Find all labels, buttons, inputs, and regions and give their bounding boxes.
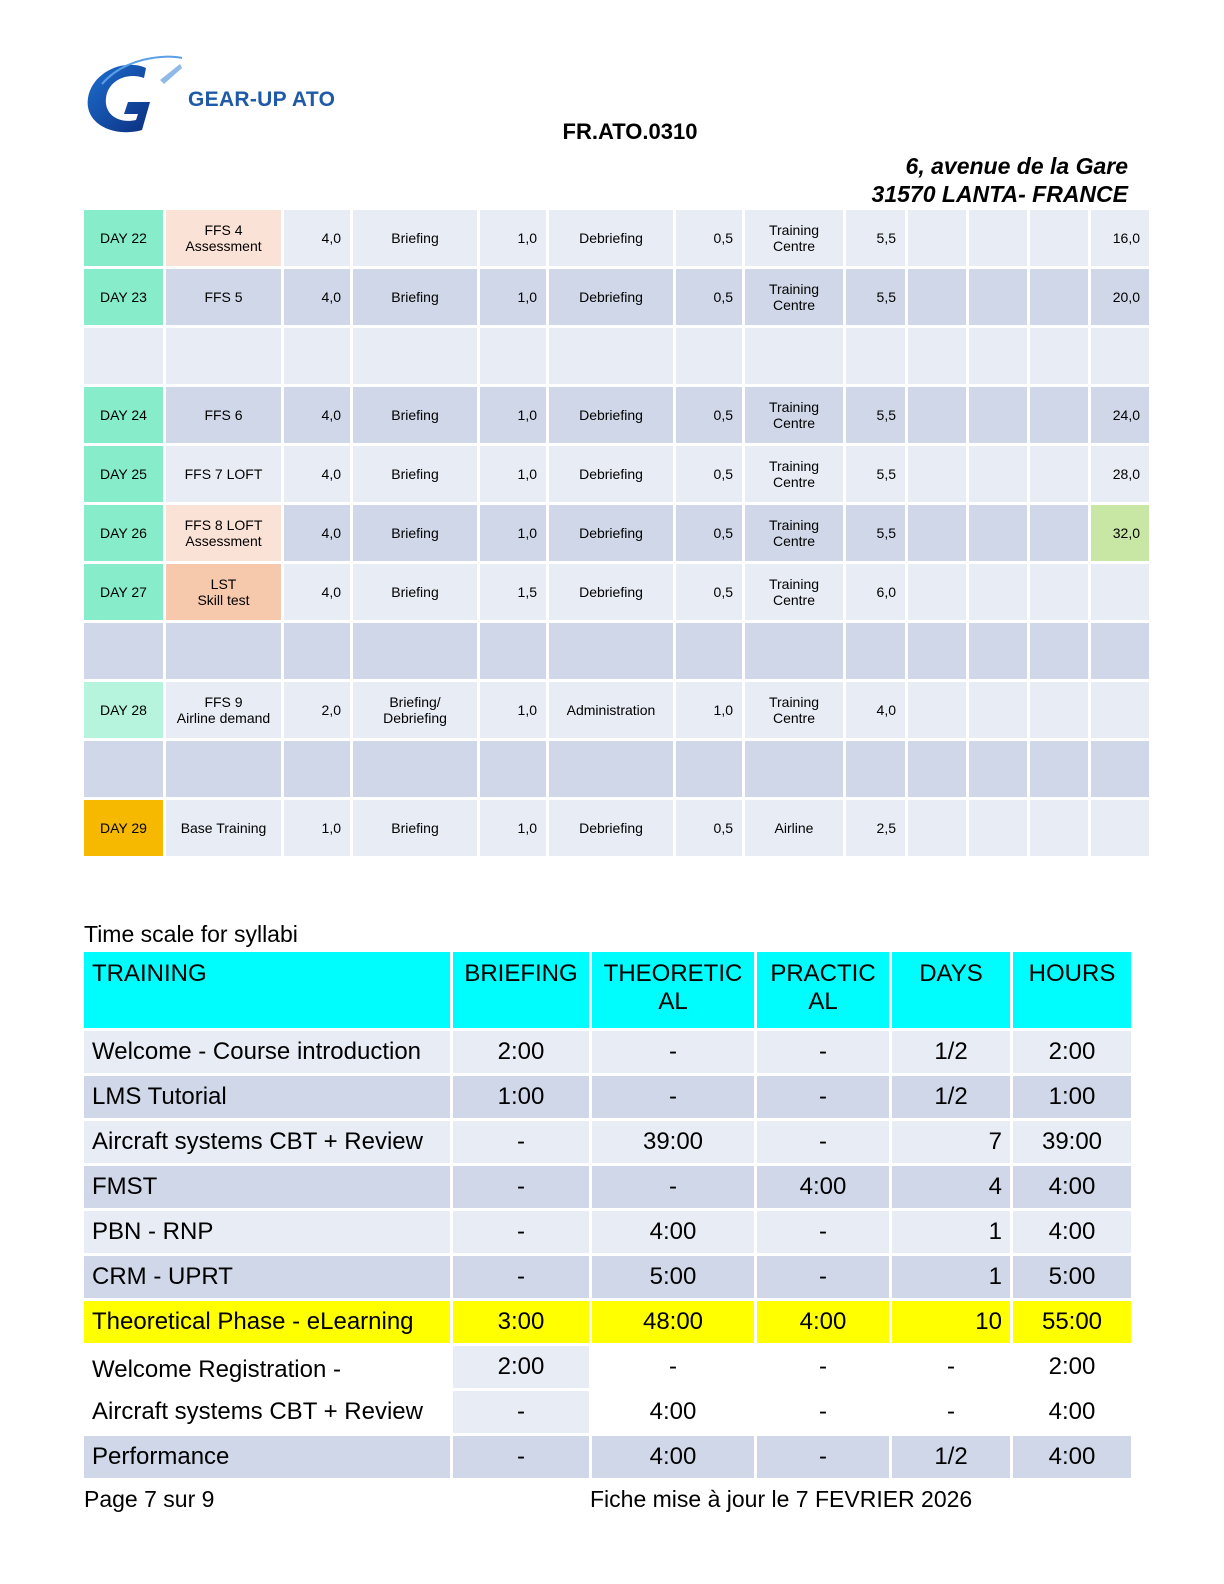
hours-cell: 1,5 [480,564,546,620]
hours-cell: 1,0 [480,210,546,266]
hours-cell: 5:00 [1013,1256,1131,1298]
hours-cell: 0,5 [676,387,742,443]
column-header: THEORETIC AL [592,952,754,1028]
theoretical-cell: 39:00 [592,1121,754,1163]
cumulative-cell: 20,0 [1091,269,1149,325]
hours-cell: 1,0 [480,387,546,443]
briefing-cell: 3:00 [453,1301,589,1343]
hours-cell: 1:00 [1013,1076,1131,1118]
day-cell: DAY 23 [84,269,163,325]
debriefing-cell: Debriefing [549,210,673,266]
cumulative-cell [1091,564,1149,620]
theoretical-cell: 4:00 [592,1436,754,1478]
briefing-cell: Briefing [353,446,477,502]
briefing-cell: - [453,1166,589,1208]
briefing-cell: Briefing [353,564,477,620]
table-row [84,1031,1131,1073]
table-row [84,682,1149,738]
cumulative-cell: 16,0 [1091,210,1149,266]
hours-cell: 1,0 [480,505,546,561]
days-cell: 10 [892,1301,1010,1343]
column-header: TRAINING [84,952,450,1028]
briefing-cell: Briefing [353,505,477,561]
address-block [872,152,1128,208]
briefing-cell: Briefing [353,387,477,443]
hours-cell: 0,5 [676,269,742,325]
address-line-1: 6, avenue de la Gare [905,153,1128,179]
debriefing-cell: Debriefing [549,446,673,502]
practical-cell: - [757,1031,889,1073]
days-cell: 1 [892,1211,1010,1253]
day-cell: DAY 27 [84,564,163,620]
location-cell: Training Centre [768,576,820,608]
table-row [84,210,1149,266]
total-cell: 4,0 [846,682,905,738]
activity-cell: LST Skill test [197,576,250,608]
column-header: DAYS [892,952,1010,1028]
cumulative-cell [1091,682,1149,738]
briefing-cell: Briefing [353,800,477,856]
table-row [84,269,1149,325]
debriefing-cell: Debriefing [549,269,673,325]
debriefing-cell: Debriefing [549,387,673,443]
empty-row [84,328,1149,384]
theoretical-cell: - [592,1166,754,1208]
page-number: Page 7 sur 9 [84,1486,215,1512]
training-cell: Theoretical Phase - eLearning [84,1301,450,1343]
table-row [84,1436,1131,1478]
hours-cell: 4,0 [284,210,350,266]
table-row [84,564,1149,620]
practical-cell: - [757,1121,889,1163]
briefing-cell: Briefing [353,210,477,266]
table-row [84,1346,1131,1388]
table-row [84,446,1149,502]
debriefing-cell: Debriefing [549,800,673,856]
theoretical-cell: 5:00 [592,1256,754,1298]
days-cell: - [892,1346,1010,1388]
hours-cell: 0,5 [676,564,742,620]
theoretical-cell: 48:00 [592,1301,754,1343]
location-cell: Training Centre [768,281,820,313]
hours-cell: 1,0 [480,682,546,738]
activity-cell: FFS 4 Assessment [185,222,262,254]
practical-cell: 4:00 [757,1166,889,1208]
training-cell: Aircraft systems CBT + Review [84,1391,450,1433]
hours-cell: 55:00 [1013,1301,1131,1343]
days-cell: 4 [892,1166,1010,1208]
column-header: PRACTIC AL [757,952,889,1028]
hours-cell: 2,0 [284,682,350,738]
briefing-cell: 2:00 [453,1346,589,1388]
briefing-cell: - [453,1121,589,1163]
training-cell: FMST [84,1166,450,1208]
cumulative-cell [1091,800,1149,856]
days-cell: 1/2 [892,1031,1010,1073]
days-cell: 1/2 [892,1436,1010,1478]
total-cell: 5,5 [846,210,905,266]
theoretical-cell: - [592,1346,754,1388]
briefing-cell: - [453,1211,589,1253]
training-cell: CRM - UPRT [84,1256,450,1298]
briefing-cell: Briefing/ Debriefing [383,694,447,726]
hours-cell: 1,0 [676,682,742,738]
activity-cell: FFS 6 [204,407,243,423]
day-cell: DAY 26 [84,505,163,561]
hours-cell: 4:00 [1013,1391,1131,1433]
hours-cell: 4:00 [1013,1166,1131,1208]
column-header: HOURS [1013,952,1131,1028]
empty-row [84,623,1149,679]
debriefing-cell: Debriefing [549,505,673,561]
practical-cell: - [757,1211,889,1253]
update-date: Fiche mise à jour le 7 FEVRIER 2026 [590,1486,973,1512]
days-cell: 1 [892,1256,1010,1298]
hours-cell: 1,0 [480,269,546,325]
briefing-cell: - [453,1256,589,1298]
practical-cell: 4:00 [757,1301,889,1343]
address-line-2: 31570 LANTA- FRANCE [871,181,1128,207]
location-cell: Training Centre [768,399,820,431]
day-cell: DAY 24 [84,387,163,443]
training-cell: LMS Tutorial [84,1076,450,1118]
training-cell: Welcome - Course introduction [84,1031,450,1073]
table-row [84,1166,1131,1208]
training-cell: PBN - RNP [84,1211,450,1253]
hours-cell: 4:00 [1013,1436,1131,1478]
gear-up-ato-logo [84,54,354,138]
theoretical-cell: - [592,1076,754,1118]
practical-cell: - [757,1346,889,1388]
total-cell: 6,0 [846,564,905,620]
day-cell: DAY 22 [84,210,163,266]
hours-cell: 1,0 [480,800,546,856]
theoretical-cell: - [592,1031,754,1073]
total-cell: 5,5 [846,505,905,561]
hours-cell: 0,5 [676,446,742,502]
hours-cell: 39:00 [1013,1121,1131,1163]
activity-cell: FFS 5 [204,289,243,305]
debriefing-cell: Debriefing [549,564,673,620]
hours-cell: 4:00 [1013,1211,1131,1253]
days-cell: 7 [892,1121,1010,1163]
theoretical-cell: 4:00 [592,1211,754,1253]
briefing-cell: - [453,1391,589,1433]
days-cell: 1/2 [892,1076,1010,1118]
activity-cell: FFS 9 Airline demand [176,694,271,726]
activity-cell: Base Training [180,820,267,836]
table-row [84,1256,1131,1298]
practical-cell: - [757,1391,889,1433]
location-cell: Training Centre [768,694,820,726]
practical-cell: - [757,1076,889,1118]
hours-cell: 0,5 [676,800,742,856]
timescale-title: Time scale for syllabi [84,921,298,947]
column-header: BRIEFING [453,952,589,1028]
day-cell: DAY 28 [84,682,163,738]
hours-cell: 4,0 [284,446,350,502]
table-row [84,1076,1131,1118]
logo-text: GEAR-UP ATO [188,88,336,111]
cumulative-cell: 24,0 [1091,387,1149,443]
briefing-cell: Briefing [353,269,477,325]
briefing-cell: - [453,1436,589,1478]
days-cell: - [892,1391,1010,1433]
day-cell: DAY 25 [84,446,163,502]
training-cell: Performance [84,1436,450,1478]
hours-cell: 1,0 [480,446,546,502]
table-row [84,1211,1131,1253]
training-cell: Welcome Registration - [84,1346,450,1388]
hours-cell: 2:00 [1013,1346,1131,1388]
hours-cell: 4,0 [284,505,350,561]
total-cell: 5,5 [846,269,905,325]
location-cell: Training Centre [768,222,820,254]
table-row [84,387,1149,443]
total-cell: 2,5 [846,800,905,856]
practical-cell: - [757,1436,889,1478]
hours-cell: 4,0 [284,387,350,443]
hours-cell: 2:00 [1013,1031,1131,1073]
location-cell: Airline [774,820,814,836]
activity-cell: FFS 8 LOFT Assessment [184,517,263,549]
table-row [84,800,1149,856]
training-cell: Aircraft systems CBT + Review [84,1121,450,1163]
document-code: FR.ATO.0310 [562,119,698,144]
hours-cell: 0,5 [676,210,742,266]
table-row-total [84,1301,1131,1343]
theoretical-cell: 4:00 [592,1391,754,1433]
empty-row [84,741,1149,797]
table-row [84,1121,1131,1163]
table-row [84,1391,1131,1433]
total-cell: 5,5 [846,387,905,443]
hours-cell: 1,0 [284,800,350,856]
hours-cell: 0,5 [676,505,742,561]
cumulative-cell: 32,0 [1091,505,1149,561]
location-cell: Training Centre [768,458,820,490]
debriefing-cell: Administration [549,682,673,738]
table-header-row [84,952,1131,1028]
briefing-cell: 2:00 [453,1031,589,1073]
training-schedule-table [81,207,1152,859]
briefing-cell: 1:00 [453,1076,589,1118]
location-cell: Training Centre [768,517,820,549]
total-cell: 5,5 [846,446,905,502]
practical-cell: - [757,1256,889,1298]
table-row [84,505,1149,561]
timescale-table [81,949,1134,1481]
hours-cell: 4,0 [284,564,350,620]
day-cell: DAY 29 [84,800,163,856]
cumulative-cell: 28,0 [1091,446,1149,502]
hours-cell: 4,0 [284,269,350,325]
activity-cell: FFS 7 LOFT [184,466,263,482]
